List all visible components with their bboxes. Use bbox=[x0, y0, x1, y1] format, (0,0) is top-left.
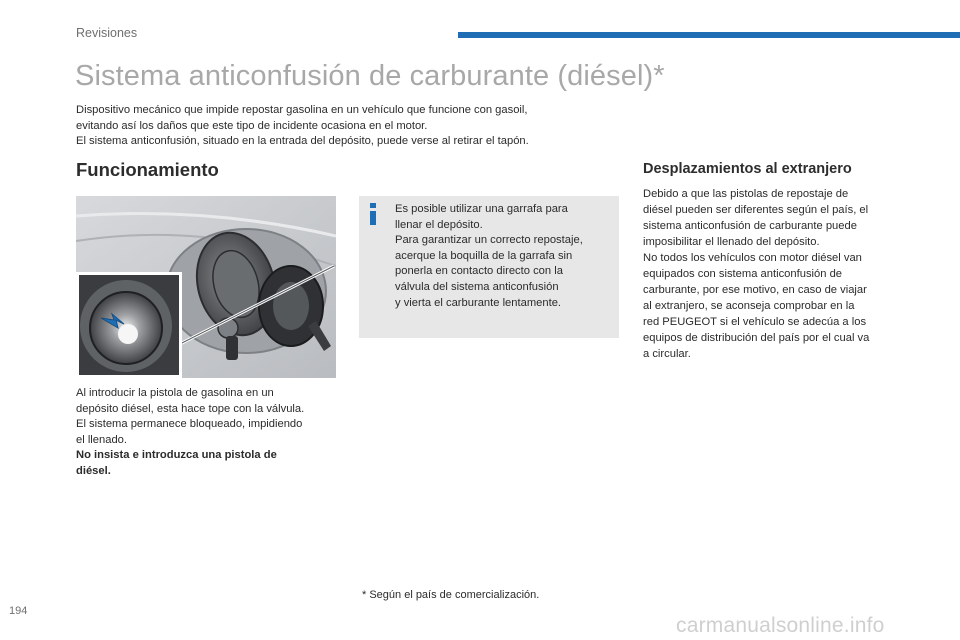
note-line: acerque la boquilla de la garrafa sin bbox=[395, 249, 573, 262]
footnote: * Según el país de comercialización. bbox=[362, 589, 540, 601]
intro-line: evitando así los daños que este tipo de incidente ocasiona en el motor. bbox=[76, 119, 428, 132]
note-line: ponerla en contacto directo con la bbox=[395, 265, 563, 278]
watermark: carmanualsonline.info bbox=[676, 614, 885, 637]
info-note-text bbox=[395, 202, 610, 311]
extranjero-line: carburante, por ese motivo, en caso de viajar bbox=[643, 284, 867, 296]
page-number: 194 bbox=[9, 605, 28, 617]
intro-line: El sistema anticonfusión, situado en la entrada del depósito, puede verse al retirar el tapón. bbox=[76, 135, 529, 147]
caption-warning-line: diésel. bbox=[76, 464, 111, 477]
fuel-filler-drawing bbox=[76, 196, 336, 378]
note-line: válvula del sistema anticonfusión bbox=[395, 280, 559, 293]
extranjero-line: sistema anticonfusión de carburante puede bbox=[643, 220, 857, 232]
note-line: Es posible utilizar una garrafa para bbox=[395, 203, 568, 215]
extranjero-line: al extranjero, se aconseja comprobar en la bbox=[643, 300, 855, 312]
info-note-box bbox=[359, 196, 619, 338]
funcionamiento-caption bbox=[76, 386, 338, 480]
extranjero-line: equipos de distribución del país por el cual va bbox=[643, 332, 870, 344]
page-title: Sistema anticonfusión de carburante (diésel)* bbox=[75, 60, 665, 92]
note-line: Para garantizar un correcto repostaje, bbox=[395, 234, 583, 247]
intro-paragraph bbox=[76, 103, 636, 150]
caption-warning-line: No insista e introduzca una pistola de bbox=[76, 449, 277, 462]
heading-funcionamiento: Funcionamiento bbox=[76, 159, 219, 180]
extranjero-line: a circular. bbox=[643, 348, 691, 360]
extranjero-line: equipados con sistema anticonfusión de bbox=[643, 268, 843, 280]
extranjero-line: Debido a que las pistolas de repostaje de bbox=[643, 188, 849, 200]
caption-line: depósito diésel, esta hace tope con la válvula. bbox=[76, 402, 305, 415]
info-icon bbox=[369, 203, 379, 225]
note-line: y vierta el carburante lentamente. bbox=[395, 296, 562, 309]
extranjero-line: No todos los vehículos con motor diésel van bbox=[643, 252, 862, 264]
caption-line: Al introducir la pistola de gasolina en un bbox=[76, 387, 274, 399]
caption-line: el llenado. bbox=[76, 433, 128, 446]
section-accent-bar bbox=[458, 32, 960, 38]
section-label: Revisiones bbox=[76, 26, 138, 40]
extranjero-text bbox=[643, 186, 901, 362]
note-line: llenar el depósito. bbox=[395, 218, 483, 231]
intro-line: Dispositivo mecánico que impide repostar gasolina en un vehículo que funcione con gasoil, bbox=[76, 104, 528, 116]
heading-extranjero: Desplazamientos al extranjero bbox=[643, 161, 852, 177]
fuel-filler-illustration bbox=[76, 196, 336, 378]
caption-line: El sistema permanece bloqueado, impidiendo bbox=[76, 418, 303, 431]
extranjero-line: diésel pueden ser diferentes según el país, el bbox=[643, 204, 869, 216]
extranjero-line: red PEUGEOT si el vehículo se adecúa a los bbox=[643, 316, 867, 328]
extranjero-line: imposibilitar el llenado del depósito. bbox=[643, 236, 820, 248]
